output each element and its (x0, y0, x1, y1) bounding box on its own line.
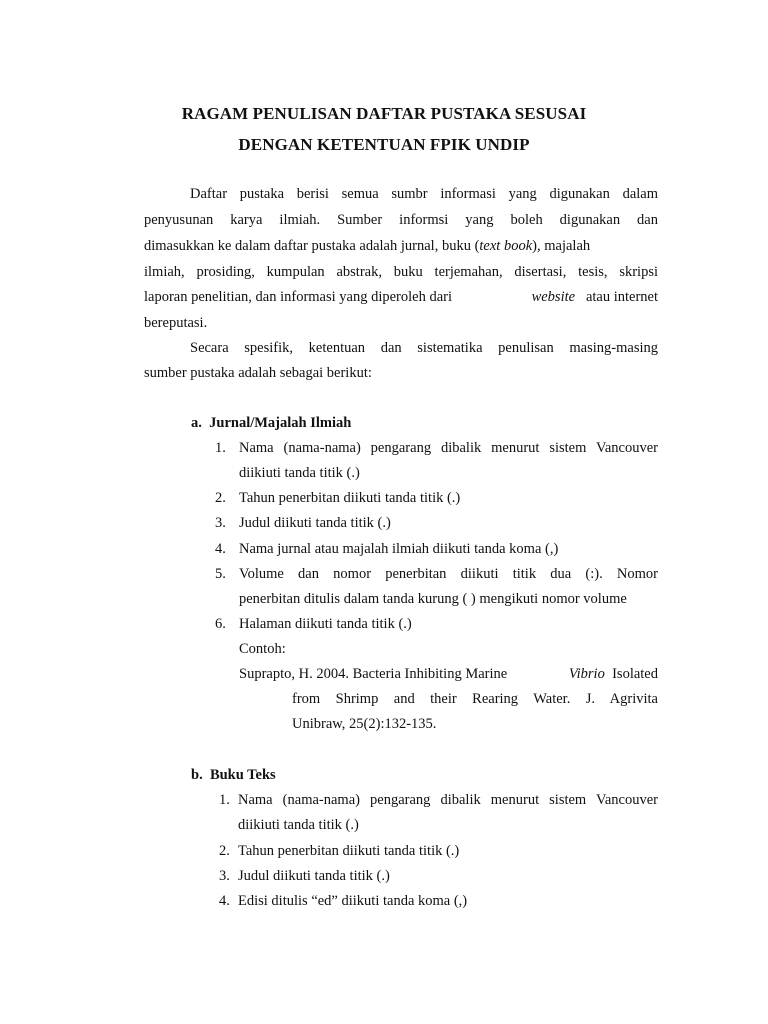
example-reference-line-1-tail: Isolated (612, 666, 658, 682)
section-a-item-2-line-1: Tahun penerbitan diikuti tanda titik (.) (239, 490, 461, 506)
section-a-item-1-line-2: diikiuti tanda titik (.) (239, 465, 360, 481)
intro-p1-website: website (531, 289, 576, 305)
section-a-item-5-line-1: Volume dan nomor penerbitan diikuti titik dua (:). Nomor (239, 566, 658, 582)
section-b-item-2-line-1: Tahun penerbitan diikuti tanda titik (.) (238, 843, 460, 859)
intro-p2-line-1: Secara spesifik, ketentuan dan sistematika penulisan masing-masing (190, 340, 658, 356)
intro-p1-line-5-tail: atau internet (585, 289, 658, 305)
section-a-item-5-number: 5. (215, 566, 226, 582)
section-a-heading: a. Jurnal/Majalah Ilmiah (191, 415, 352, 431)
example-reference-vibrio: Vibrio (568, 666, 605, 682)
intro-p1-line-3-tail: ), majalah (532, 238, 591, 254)
intro-p1-line-4: ilmiah, prosiding, kumpulan abstrak, buku terjemahan, disertasi, tesis, skripsi (144, 264, 658, 280)
section-a-item-6-number: 6. (215, 616, 226, 632)
section-b-heading: b. Buku Teks (191, 767, 276, 783)
section-a-item-4-line-1: Nama jurnal atau majalah ilmiah diikuti tanda koma (,) (239, 541, 559, 557)
section-b-item-2-number: 2. (219, 843, 230, 859)
section-b-item-1-number: 1. (219, 792, 230, 808)
section-b-item-1-line-2: diikiuti tanda titik (.) (238, 817, 359, 833)
intro-p1-line-3-text: dimasukkan ke dalam daftar pustaka adalah jurnal, buku ( (144, 238, 480, 254)
section-a-item-2-number: 2. (215, 490, 226, 506)
intro-p1-line-2: penyusunan karya ilmiah. Sumber informsi yang boleh digunakan dan (144, 212, 658, 228)
intro-p1-textbook: text book (479, 238, 533, 254)
intro-p1-line-6: bereputasi. (144, 315, 208, 331)
document-title-line-2: DENGAN KETENTUAN FPIK UNDIP (238, 135, 530, 154)
example-reference-line-1-text: Suprapto, H. 2004. Bacteria Inhibiting Marine (239, 666, 508, 682)
section-a-item-1-number: 1. (215, 440, 226, 456)
section-a-item-4-number: 4. (215, 541, 226, 557)
intro-p1-line-3 (144, 237, 658, 255)
intro-p1-line-5-text: laporan penelitian, dan informasi yang diperoleh dari (144, 289, 453, 305)
section-b-item-1-line-1: Nama (nama-nama) pengarang dibalik menurut sistem Vancouver (238, 792, 658, 808)
example-reference-line-3: Unibraw, 25(2):132-135. (292, 716, 437, 732)
section-b-item-4-line-1: Edisi ditulis “ed” diikuti tanda koma (,) (238, 893, 468, 909)
example-label: Contoh: (239, 641, 286, 657)
intro-p2-line-2: sumber pustaka adalah sebagai berikut: (144, 365, 372, 381)
example-reference-line-1 (239, 665, 658, 683)
document-title-line-1: RAGAM PENULISAN DAFTAR PUSTAKA SESUSAI (181, 104, 587, 123)
section-a-item-6-line-1: Halaman diikuti tanda titik (.) (239, 616, 412, 632)
example-reference-line-2: from Shrimp and their Rearing Water. J. Agrivita (292, 691, 658, 707)
section-a-item-3-line-1: Judul diikuti tanda titik (.) (239, 515, 391, 531)
intro-p1-line-5 (144, 288, 658, 306)
section-b-item-4-number: 4. (219, 893, 230, 909)
section-b-item-3-line-1: Judul diikuti tanda titik (.) (238, 868, 390, 884)
intro-p1-line-1: Daftar pustaka berisi semua sumbr informasi yang digunakan dalam (190, 186, 658, 202)
section-a-item-3-number: 3. (215, 515, 226, 531)
section-a-item-5-line-2: penerbitan ditulis dalam tanda kurung ( ) mengikuti nomor volume (239, 591, 627, 607)
section-b-item-3-number: 3. (219, 868, 230, 884)
section-a-item-1-line-1: Nama (nama-nama) pengarang dibalik menurut sistem Vancouver (239, 440, 658, 456)
